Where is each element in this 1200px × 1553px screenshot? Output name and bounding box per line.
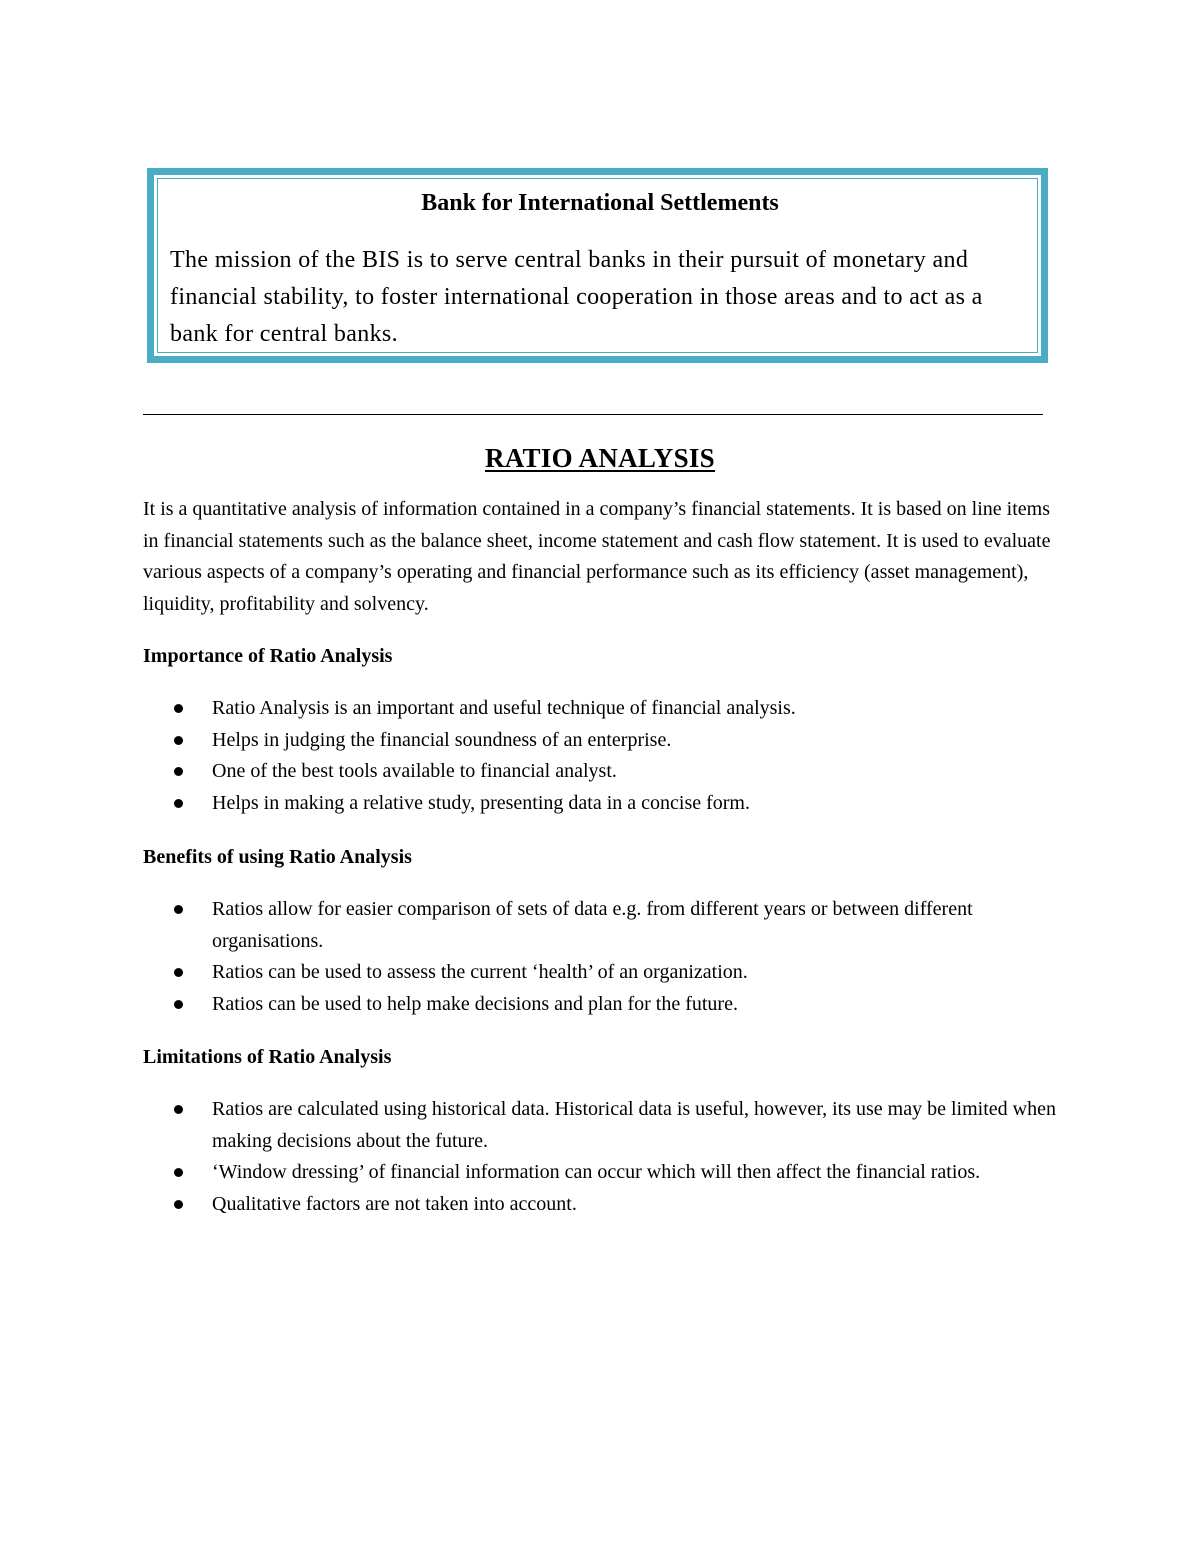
list-item: [143, 725, 1063, 757]
callout-text: The mission of the BIS is to serve central banks in their pursuit of monetary and financial stability, to foster international cooperation in those areas and to act as a bank for central banks.: [170, 247, 983, 347]
list-item: [143, 957, 1063, 989]
horizontal-divider: [143, 414, 1043, 415]
callout-title: Bank for International Settlements: [421, 190, 779, 216]
bullet-icon: [174, 736, 183, 745]
intro-paragraph: It is a quantitative analysis of information contained in a company’s financial statements. It is based on line items in financial statements such as the balance sheet, income statement and cash flow statement. It is used to evaluate various aspects of a company’s operating and financial performance such as its efficiency (asset management), liquidity, profitability and solvency.: [143, 498, 1051, 615]
bullet-icon: [174, 968, 183, 977]
list-item: [143, 1094, 1063, 1157]
list-item: [143, 693, 1063, 725]
bullet-icon: [174, 704, 183, 713]
list-item-text: Helps in making a relative study, presenting data in a concise form.: [212, 791, 750, 814]
list-item-text: ‘Window dressing’ of financial information can occur which will then affect the financial ratios.: [212, 1161, 981, 1183]
bullet-icon: [174, 1105, 183, 1114]
limitations-heading: Limitations of Ratio Analysis: [143, 1046, 392, 1068]
list-item: [143, 1189, 1063, 1221]
bullet-icon: [174, 799, 183, 808]
importance-heading: Importance of Ratio Analysis: [143, 645, 393, 667]
bullet-icon: [174, 1000, 183, 1009]
list-item-text: One of the best tools available to financial analyst.: [212, 760, 617, 782]
list-item-text: Ratios allow for easier comparison of sets of data e.g. from different years or between different organisations.: [212, 898, 973, 952]
benefits-list: [143, 894, 1063, 1020]
list-item-text: Ratios can be used to assess the current ‘health’ of an organization.: [212, 961, 748, 983]
list-item-text: Helps in judging the financial soundness of an enterprise.: [212, 728, 672, 751]
limitations-list: [143, 1094, 1063, 1220]
list-item-text: Ratios are calculated using historical data. Historical data is useful, however, its use may be limited when making decisions about the future.: [212, 1098, 1056, 1152]
list-item: [143, 1157, 1063, 1189]
benefits-heading: Benefits of using Ratio Analysis: [143, 846, 412, 868]
bullet-icon: [174, 1200, 183, 1209]
bullet-icon: [174, 1168, 183, 1177]
bullet-icon: [174, 905, 183, 914]
page-title: RATIO ANALYSIS: [484, 443, 716, 473]
list-item: [143, 756, 1063, 788]
bullet-icon: [174, 767, 183, 776]
list-item-text: Ratios can be used to help make decisions and plan for the future.: [212, 992, 738, 1015]
list-item: [143, 894, 1063, 957]
importance-list: [143, 693, 1063, 819]
list-item: [143, 989, 1063, 1021]
list-item-text: Qualitative factors are not taken into account.: [212, 1192, 577, 1215]
list-item: [143, 788, 1063, 820]
list-item-text: Ratio Analysis is an important and useful technique of financial analysis.: [212, 697, 796, 719]
